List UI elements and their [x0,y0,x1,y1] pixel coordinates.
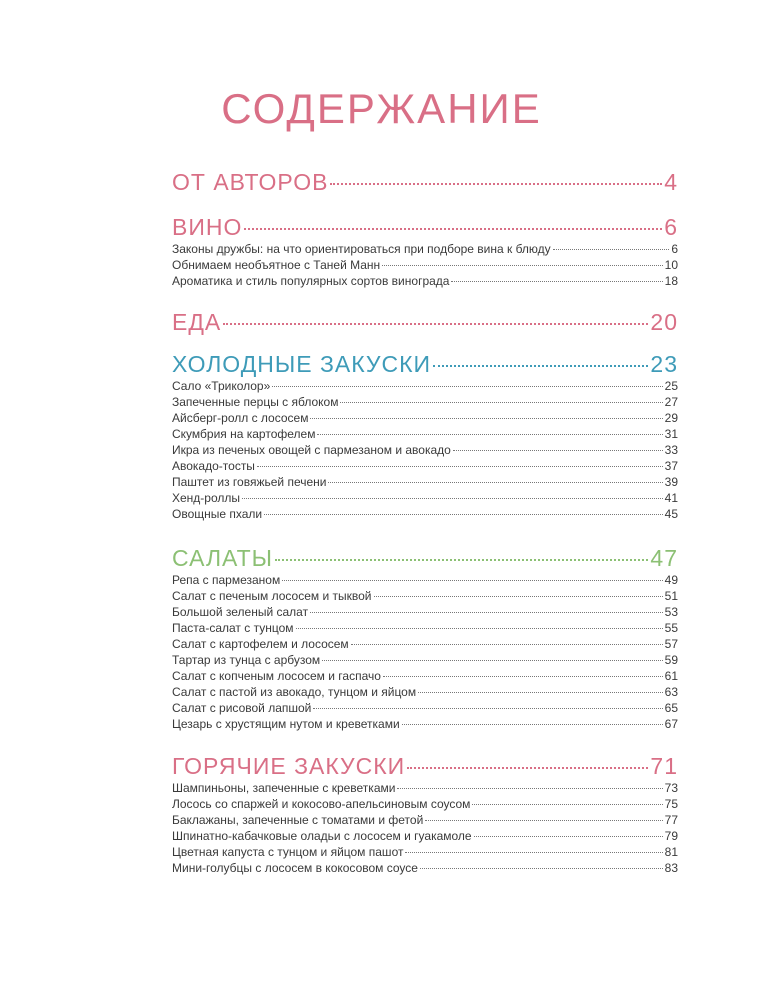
dot-leader [296,628,663,629]
toc-entry[interactable] [172,442,678,458]
entry-title: Цветная капуста с тунцом и яйцом пашот [172,845,404,859]
entry-page-number: 27 [664,395,678,409]
toc-section-heading[interactable] [172,544,678,572]
toc-entry[interactable] [172,668,678,684]
toc-section-authors [172,168,678,196]
entry-page-number: 79 [664,829,678,843]
dot-leader [313,708,662,709]
dot-leader [453,450,663,451]
entry-title: Репа с пармезаном [172,573,281,587]
toc-section-wine [172,213,678,289]
dot-leader [425,820,662,821]
entry-title: Паштет из говяжьей печени [172,475,327,489]
section-page-number: 71 [650,753,678,779]
dot-leader [418,692,663,693]
toc-section-hot-appetizers [172,752,678,876]
dot-leader [223,323,648,325]
entry-page-number: 73 [664,781,678,795]
entry-page-number: 6 [671,242,678,256]
dot-leader [451,281,662,282]
toc-section-heading[interactable] [172,752,678,780]
entry-page-number: 83 [664,861,678,875]
entry-page-number: 49 [664,573,678,587]
dot-leader [433,365,648,367]
entry-page-number: 57 [664,637,678,651]
entry-title: Тартар из тунца с арбузом [172,653,321,667]
section-title: САЛАТЫ [172,545,273,571]
toc-entry[interactable] [172,490,678,506]
entry-title: Большой зеленый салат [172,605,309,619]
entry-page-number: 29 [664,411,678,425]
dot-leader [310,612,663,613]
entry-title: Баклажаны, запеченные с томатами и фетой [172,813,424,827]
entry-page-number: 55 [664,621,678,635]
toc-entry[interactable] [172,636,678,652]
dot-leader [310,418,662,419]
table-of-contents [172,168,678,876]
entry-page-number: 31 [664,427,678,441]
entry-page-number: 41 [664,491,678,505]
toc-entry[interactable] [172,860,678,876]
toc-section-heading[interactable] [172,213,678,241]
entry-title: Мини-голубцы с лососем в кокосовом соусе [172,861,418,875]
entry-page-number: 45 [664,507,678,521]
section-title: ХОЛОДНЫЕ ЗАКУСКИ [172,351,432,377]
toc-entry[interactable] [172,812,678,828]
dot-leader [374,596,663,597]
dot-leader [402,724,663,725]
entry-page-number: 33 [664,443,678,457]
section-page-number: 20 [650,309,678,335]
dot-leader [340,402,662,403]
toc-entry[interactable] [172,620,678,636]
entry-page-number: 63 [664,685,678,699]
dot-leader [472,804,662,805]
dot-leader [383,676,663,677]
toc-entry[interactable] [172,716,678,732]
dot-leader [407,767,648,769]
dot-leader [405,852,662,853]
entry-title: Салат с рисовой лапшой [172,701,312,715]
dot-leader [382,265,662,266]
page-title: СОДЕРЖАНИЕ [221,85,542,132]
dot-leader [474,836,663,837]
entry-page-number: 39 [664,475,678,489]
entry-title: Авокадо-тосты [172,459,255,473]
section-page-number: 23 [650,351,678,377]
entry-title: Цезарь с хрустящим нутом и креветками [172,717,400,731]
toc-entry[interactable] [172,604,678,620]
toc-entry[interactable] [172,700,678,716]
entry-title: Салат с копченым лососем и гаспачо [172,669,381,683]
toc-entry[interactable] [172,458,678,474]
entry-page-number: 59 [664,653,678,667]
section-title: ГОРЯЧИЕ ЗАКУСКИ [172,753,406,779]
entry-title: Законы дружбы: на что ориентироваться при подборе вина к блюду [172,242,551,256]
section-page-number: 6 [664,214,678,240]
dot-leader [328,482,662,483]
dot-leader [553,249,670,250]
section-page-number: 47 [650,545,678,571]
entry-page-number: 81 [664,845,678,859]
toc-section-heading[interactable] [172,308,678,336]
entry-title: Айсберг-ролл с лососем [172,411,309,425]
entry-page-number: 53 [664,605,678,619]
toc-entry[interactable] [172,796,678,812]
entry-title: Запеченные перцы с яблоком [172,395,339,409]
entry-title: Овощные пхали [172,507,263,521]
section-title: ЕДА [172,309,222,335]
toc-entry[interactable] [172,257,678,273]
dot-leader [330,183,662,185]
dot-leader [282,580,662,581]
entry-page-number: 65 [664,701,678,715]
toc-entry[interactable] [172,241,678,257]
toc-section-food [172,308,678,336]
entry-title: Шпинатно-кабачковые оладьи с лососем и гуакамоле [172,829,472,843]
toc-entry[interactable] [172,378,678,394]
toc-section-heading[interactable] [172,168,678,196]
dot-leader [351,644,663,645]
dot-leader [420,868,663,869]
entry-title: Икра из печеных овощей с пармезаном и авокадо [172,443,451,457]
toc-entry[interactable] [172,426,678,442]
entry-page-number: 51 [664,589,678,603]
entry-title: Сало «Триколор» [172,379,271,393]
entry-title: Лосось со спаржей и кокосово-апельсиновым соусом [172,797,471,811]
entry-title: Салат с картофелем и лососем [172,637,349,651]
toc-section-cold-appetizers [172,350,678,522]
entry-title: Паста-салат с тунцом [172,621,294,635]
toc-entry[interactable] [172,828,678,844]
dot-leader [322,660,662,661]
dot-leader [317,434,662,435]
dot-leader [242,498,663,499]
toc-section-heading[interactable] [172,350,678,378]
dot-leader [264,514,663,515]
dot-leader [275,559,648,561]
toc-entry[interactable] [172,844,678,860]
entry-title: Обнимаем необъятное с Таней Манн [172,258,381,272]
section-title: ОТ АВТОРОВ [172,169,329,195]
entry-page-number: 18 [664,274,678,288]
toc-entry[interactable] [172,410,678,426]
toc-entry[interactable] [172,474,678,490]
section-title: ВИНО [172,214,243,240]
toc-entry[interactable] [172,652,678,668]
entry-title: Салат с печеным лососем и тыквой [172,589,372,603]
entry-title: Салат с пастой из авокадо, тунцом и яйцом [172,685,417,699]
toc-entry[interactable] [172,273,678,289]
entry-title: Хенд-роллы [172,491,241,505]
toc-entry[interactable] [172,394,678,410]
toc-entry[interactable] [172,506,678,522]
toc-entry[interactable] [172,572,678,588]
dot-leader [272,386,662,387]
entry-page-number: 75 [664,797,678,811]
entry-title: Ароматика и стиль популярных сортов винограда [172,274,450,288]
entry-page-number: 77 [664,813,678,827]
entry-page-number: 37 [664,459,678,473]
entry-page-number: 10 [664,258,678,272]
toc-entry[interactable] [172,684,678,700]
section-page-number: 4 [664,169,678,195]
entry-title: Скумбрия на картофелем [172,427,316,441]
dot-leader [244,228,662,230]
toc-section-salads [172,544,678,732]
entry-title: Шампиньоны, запеченные с креветками [172,781,396,795]
dot-leader [397,788,662,789]
entry-page-number: 61 [664,669,678,683]
toc-entry[interactable] [172,588,678,604]
entry-page-number: 25 [664,379,678,393]
dot-leader [257,466,663,467]
toc-entry[interactable] [172,780,678,796]
entry-page-number: 67 [664,717,678,731]
